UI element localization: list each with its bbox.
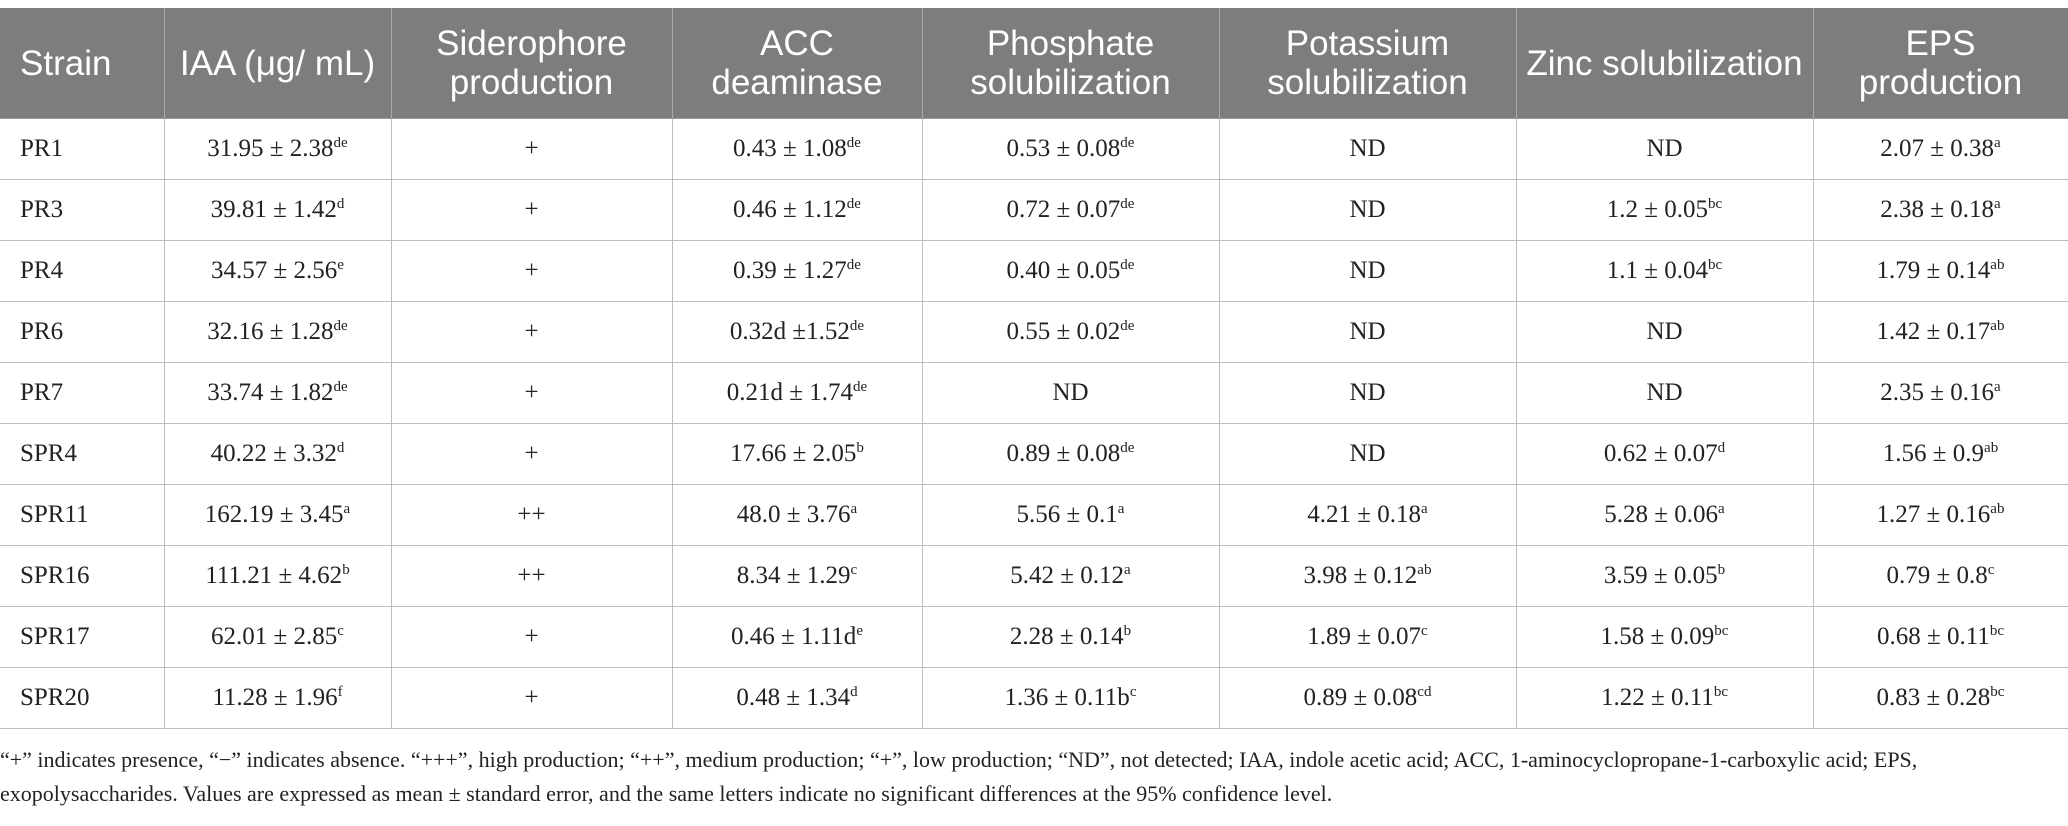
cell-value: 1.42 ± 0.17 [1876,318,1991,345]
cell-value: 2.07 ± 0.38 [1880,135,1995,162]
significance-letters: de [333,318,348,334]
cell-value: 0.53 ± 0.08 [1006,135,1121,162]
significance-letters: a [1124,562,1131,578]
cell-acc-deaminase [672,302,922,363]
cell-phosphate [922,241,1219,302]
cell-eps [1813,302,2068,363]
significance-letters: d [336,196,345,212]
cell-value: 39.81 ± 1.42 [210,196,337,223]
cell-siderophore [391,485,672,546]
cell-acc-deaminase [672,119,922,180]
significance-letters: b [1717,562,1726,578]
cell-phosphate [922,668,1219,729]
cell-siderophore [391,607,672,668]
cell-potassium [1219,546,1516,607]
cell-value: 4.21 ± 0.18 [1307,501,1422,528]
cell-phosphate [922,302,1219,363]
cell-value: 0.39 ± 1.27 [733,257,847,284]
cell-value: 5.42 ± 0.12 [1010,562,1125,589]
cell-zinc [1516,363,1813,424]
cell-value: 31.95 ± 2.38 [207,135,334,162]
cell-value: 0.46 ± 1.11d [731,623,857,650]
cell-strain: SPR11 [0,485,164,546]
cell-value: 32.16 ± 1.28 [207,318,334,345]
cell-value: ND [1349,257,1386,284]
cell-iaa [164,241,391,302]
cell-siderophore [391,302,672,363]
significance-letters: ab [1990,318,2005,334]
cell-value: 62.01 ± 2.85 [211,623,338,650]
cell-value: ND [1349,440,1386,467]
cell-value: 2.38 ± 0.18 [1880,196,1995,223]
cell-potassium [1219,485,1516,546]
cell-value: + [524,623,539,650]
significance-letters: de [1120,257,1135,273]
cell-value: 0.40 ± 0.05 [1006,257,1121,284]
cell-iaa [164,424,391,485]
significance-letters: de [333,379,348,395]
cell-strain: SPR4 [0,424,164,485]
significance-letters: bc [1989,623,2004,639]
cell-acc-deaminase [672,241,922,302]
cell-value: + [524,196,539,223]
header-strain: Strain [0,8,164,119]
significance-letters: a [1421,501,1428,517]
cell-siderophore [391,424,672,485]
cell-eps [1813,607,2068,668]
cell-value: 1.36 ± 0.11b [1004,684,1130,711]
cell-value: 0.21d ± 1.74 [726,379,854,406]
significance-letters: a [850,501,858,517]
table-header-row [0,8,2068,119]
significance-letters: de [1120,440,1135,456]
cell-acc-deaminase [672,363,922,424]
significance-letters: de [1120,318,1135,334]
cell-value: 0.46 ± 1.12 [733,196,847,223]
significance-letters: de [853,379,868,395]
significance-letters: de [849,318,865,334]
table-row [0,241,2068,302]
significance-letters: bc [1708,196,1723,212]
cell-value: 1.2 ± 0.05 [1606,196,1709,223]
cell-phosphate [922,607,1219,668]
cell-zinc [1516,546,1813,607]
cell-iaa [164,180,391,241]
cell-value: + [524,135,539,162]
significance-letters: c [1987,562,1995,578]
cell-iaa [164,546,391,607]
significance-letters: de [846,135,861,151]
cell-value: 0.89 ± 0.08 [1006,440,1121,467]
cell-iaa [164,607,391,668]
cell-phosphate [922,424,1219,485]
significance-letters: de [1120,135,1135,151]
cell-value: 0.83 ± 0.28 [1876,684,1991,711]
significance-letters: bc [1990,684,2005,700]
cell-phosphate [922,485,1219,546]
cell-acc-deaminase [672,668,922,729]
cell-zinc [1516,668,1813,729]
significance-letters: c [1421,623,1428,639]
cell-value: ++ [517,562,546,589]
cell-strain: PR6 [0,302,164,363]
significance-letters: a [1994,196,2001,212]
cell-strain: SPR17 [0,607,164,668]
cell-zinc [1516,119,1813,180]
cell-iaa [164,485,391,546]
cell-siderophore [391,180,672,241]
significance-letters: d [336,440,345,456]
cell-value: ND [1646,379,1683,406]
cell-value: ND [1646,318,1683,345]
cell-siderophore [391,241,672,302]
cell-value: 0.55 ± 0.02 [1006,318,1121,345]
cell-value: + [524,440,539,467]
significance-letters: ab [1417,562,1432,578]
table-body [0,119,2068,729]
table-footnote: “+” indicates presence, “−” indicates absence. “+++”, high production; “++”, medium production; “+”, low production; “ND”, not detected; IAA, indole acetic acid; ACC, 1-aminocyclopropane-1-carboxylic acid; EPS, exopolysaccharides. Values are expressed as mean ± standard error, and the same letters indicate no significant differences at the 95% confidence level. [0,747,1918,806]
cell-zinc [1516,241,1813,302]
table-row [0,607,2068,668]
significance-letters: a [1994,379,2001,395]
cell-siderophore [391,363,672,424]
table-row [0,363,2068,424]
significance-letters: cd [1417,684,1432,700]
cell-acc-deaminase [672,180,922,241]
cell-value: 1.27 ± 0.16 [1876,501,1991,528]
cell-potassium [1219,241,1516,302]
cell-potassium [1219,607,1516,668]
cell-value: 3.98 ± 0.12 [1303,562,1418,589]
cell-eps [1813,668,2068,729]
header-iaa: IAA (μg/ mL) [164,8,391,119]
cell-value: ND [1646,135,1683,162]
cell-iaa [164,302,391,363]
header-phosphate: Phosphate solubilization [922,8,1219,119]
cell-phosphate [922,119,1219,180]
header-zinc: Zinc solubilization [1516,8,1813,119]
table-row [0,546,2068,607]
significance-letters: b [856,440,864,456]
table-row [0,424,2068,485]
significance-letters: de [846,257,861,273]
cell-eps [1813,241,2068,302]
cell-value: 0.43 ± 1.08 [733,135,847,162]
significance-letters: a [1718,501,1725,517]
cell-value: 1.56 ± 0.9 [1882,440,1985,467]
cell-acc-deaminase [672,546,922,607]
cell-value: 48.0 ± 3.76 [736,501,851,528]
cell-strain: SPR16 [0,546,164,607]
cell-value: 5.28 ± 0.06 [1604,501,1719,528]
cell-value: 1.58 ± 0.09 [1600,623,1715,650]
significance-letters: a [1994,135,2001,151]
cell-potassium [1219,424,1516,485]
cell-potassium [1219,180,1516,241]
significance-letters: b [342,562,350,578]
cell-eps [1813,119,2068,180]
significance-letters: ab [1990,501,2005,517]
significance-letters: a [1117,501,1125,517]
cell-strain: PR7 [0,363,164,424]
cell-eps [1813,363,2068,424]
header-acc-deaminase: ACC deaminase [672,8,922,119]
cell-value: 111.21 ± 4.62 [205,562,343,589]
cell-strain: SPR20 [0,668,164,729]
header-eps: EPS production [1813,8,2068,119]
cell-value: 3.59 ± 0.05 [1603,562,1718,589]
cell-siderophore [391,546,672,607]
cell-value: 11.28 ± 1.96 [212,684,338,711]
cell-value: 0.48 ± 1.34 [736,684,851,711]
significance-letters: e [337,257,344,273]
cell-value: 0.68 ± 0.11 [1877,623,1990,650]
cell-value: 0.72 ± 0.07 [1006,196,1121,223]
cell-value: + [524,257,539,284]
header-siderophore: Siderophore production [391,8,672,119]
cell-zinc [1516,302,1813,363]
cell-value: ND [1052,379,1089,406]
cell-value: 17.66 ± 2.05 [730,440,857,467]
cell-value: + [524,379,539,406]
cell-siderophore [391,668,672,729]
cell-zinc [1516,485,1813,546]
strain-traits-table [0,8,2068,729]
significance-letters: c [337,623,344,639]
cell-strain: PR4 [0,241,164,302]
table-row [0,668,2068,729]
cell-phosphate [922,363,1219,424]
cell-eps [1813,180,2068,241]
header-potassium: Potassium solubilization [1219,8,1516,119]
cell-phosphate [922,180,1219,241]
cell-value: 33.74 ± 1.82 [207,379,334,406]
cell-value: 2.35 ± 0.16 [1880,379,1995,406]
table-row [0,485,2068,546]
significance-letters: a [343,501,351,517]
cell-siderophore [391,119,672,180]
significance-letters: f [337,684,343,700]
cell-value: 0.32d ±1.52 [729,318,850,345]
cell-value: 34.57 ± 2.56 [211,257,338,284]
cell-phosphate [922,546,1219,607]
cell-potassium [1219,363,1516,424]
cell-eps [1813,424,2068,485]
cell-strain: PR3 [0,180,164,241]
cell-value: 1.1 ± 0.04 [1606,257,1709,284]
cell-eps [1813,546,2068,607]
significance-letters: d [1717,440,1726,456]
cell-value: + [524,684,539,711]
cell-iaa [164,119,391,180]
significance-letters: bc [1708,257,1723,273]
cell-acc-deaminase [672,485,922,546]
cell-value: + [524,318,539,345]
cell-value: ND [1349,318,1386,345]
cell-value: 0.62 ± 0.07 [1603,440,1718,467]
table-row [0,119,2068,180]
cell-value: ND [1349,379,1386,406]
cell-value: ++ [517,501,546,528]
cell-value: 0.79 ± 0.8 [1886,562,1988,589]
table-row [0,302,2068,363]
cell-value: 1.79 ± 0.14 [1876,257,1991,284]
cell-zinc [1516,180,1813,241]
significance-letters: d [850,684,858,700]
cell-zinc [1516,424,1813,485]
table-row [0,180,2068,241]
significance-letters: e [856,623,863,639]
significance-letters: bc [1713,684,1728,700]
cell-eps [1813,485,2068,546]
cell-acc-deaminase [672,607,922,668]
cell-iaa [164,363,391,424]
cell-potassium [1219,302,1516,363]
significance-letters: de [333,135,348,151]
cell-value: ND [1349,135,1386,162]
cell-value: ND [1349,196,1386,223]
significance-letters: de [1120,196,1135,212]
significance-letters: b [1123,623,1132,639]
significance-letters: de [846,196,861,212]
significance-letters: bc [1714,623,1729,639]
cell-value: 162.19 ± 3.45 [204,501,344,528]
significance-letters: ab [1990,257,2005,273]
cell-value: 0.89 ± 0.08 [1303,684,1418,711]
cell-strain: PR1 [0,119,164,180]
cell-potassium [1219,668,1516,729]
cell-value: 40.22 ± 3.32 [210,440,337,467]
cell-value: 8.34 ± 1.29 [736,562,851,589]
cell-acc-deaminase [672,424,922,485]
cell-value: 1.22 ± 0.11 [1601,684,1714,711]
significance-letters: ab [1984,440,1999,456]
cell-value: 1.89 ± 0.07 [1307,623,1422,650]
significance-letters: c [1129,684,1137,700]
cell-potassium [1219,119,1516,180]
cell-iaa [164,668,391,729]
cell-value: 5.56 ± 0.1 [1016,501,1118,528]
cell-value: 2.28 ± 0.14 [1009,623,1124,650]
cell-zinc [1516,607,1813,668]
significance-letters: c [850,562,858,578]
